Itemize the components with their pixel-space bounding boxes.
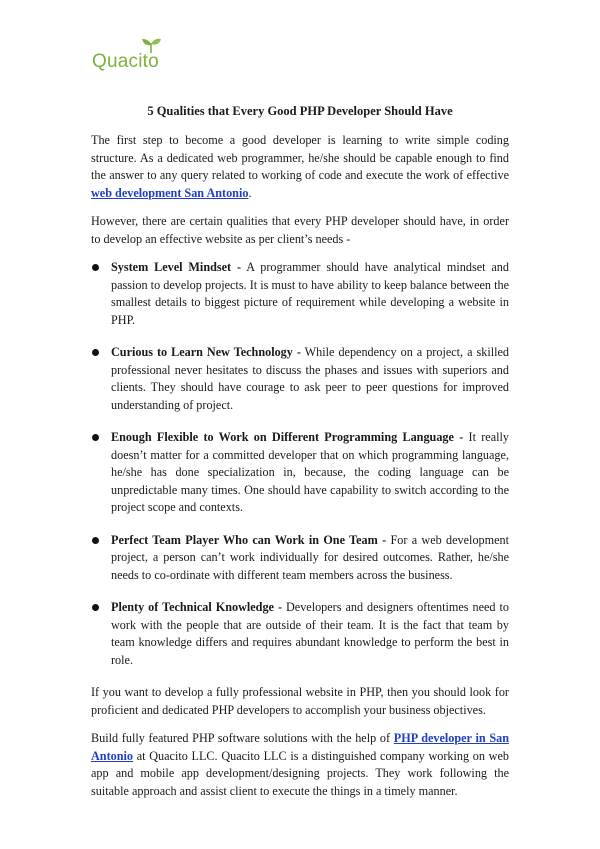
bullet-icon (92, 537, 99, 544)
bullet-icon (92, 349, 99, 356)
quality-text: A programmer should have analytical mindset and passion to develop projects. It is must to have ability to keep balance between the smallest details to biggest picture of requirement while developing a website in PHP. (111, 260, 509, 327)
bullet-icon (92, 434, 99, 441)
quality-title: System Level Mindset - (111, 260, 242, 274)
bullet-icon (92, 604, 99, 611)
intro-text: The first step to become a good developer is learning to write simple coding structure. As a dedicated web programmer, he/she should be capable enough to find the answer to any query related to working of code and execute the work of effective (91, 133, 509, 182)
quality-text: Developers and designers oftentimes need to work with the people that are outside of their team. It is the fact that team by team knowledge differs and requires abundant knowledge to perform the best in role. (111, 600, 509, 667)
list-item (91, 532, 509, 585)
logo-text: Quacito (92, 51, 159, 72)
list-item (91, 259, 509, 329)
quality-title: Perfect Team Player Who can Work in One Team - (111, 532, 387, 547)
closing-paragraph: Build fully featured PHP software solutions with the help of PHP developer in San Antonio at Quacito LLC. Quacito LLC is a distinguished company working on web app and mobile app development/designing projects. They work following the suitable approach and assist client to execute the things in a timely manner. (91, 731, 509, 798)
quality-title: Enough Flexible to Work on Different Programming Language - (111, 430, 464, 444)
quality-title: Plenty of Technical Knowledge - (111, 600, 282, 614)
lead-paragraph: However, there are certain qualities that every PHP developer should have, in order to develop an effective website as per client’s needs - (91, 214, 509, 246)
list-item (91, 344, 509, 414)
list-item (91, 429, 509, 517)
web-development-link[interactable]: web development San Antonio (91, 185, 249, 200)
page-title: 5 Qualities that Every Good PHP Developer Should Have (147, 104, 453, 118)
list-item (91, 599, 509, 669)
quality-text: While dependency on a project, a skilled professional never hesitates to discuss the phases and issues with superiors and clients. They should have courage to ask peer to peer questions for improved understanding of project. (111, 345, 509, 412)
quacito-logo (92, 38, 182, 72)
qualities-list (91, 259, 509, 669)
quality-text: For a web development project, a person can’t work individually for desired outcomes. Rather, he/she needs to co-ordinate with different team members across the business. (111, 532, 509, 582)
quality-text: It really doesn’t matter for a committed developer that on which programming language, he/she has done specialization in, because, the coding language can be unpredictable many times. One should have capability to switch according to the project scope and contexts. (111, 430, 509, 514)
document-body (91, 132, 509, 811)
intro-paragraph: The first step to become a good developer is learning to write simple coding structure. As a dedicated web programmer, he/she should be capable enough to find the answer to any query related to working of code and execute the work of effective web development San Antonio. (91, 133, 509, 200)
bullet-icon (92, 264, 99, 271)
php-developer-link[interactable]: PHP developer in San Antonio (91, 731, 509, 763)
conclusion-paragraph: If you want to develop a fully professional website in PHP, then you should look for proficient and dedicated PHP developers to accomplish your business objectives. (91, 685, 509, 717)
quality-title: Curious to Learn New Technology - (111, 345, 301, 359)
